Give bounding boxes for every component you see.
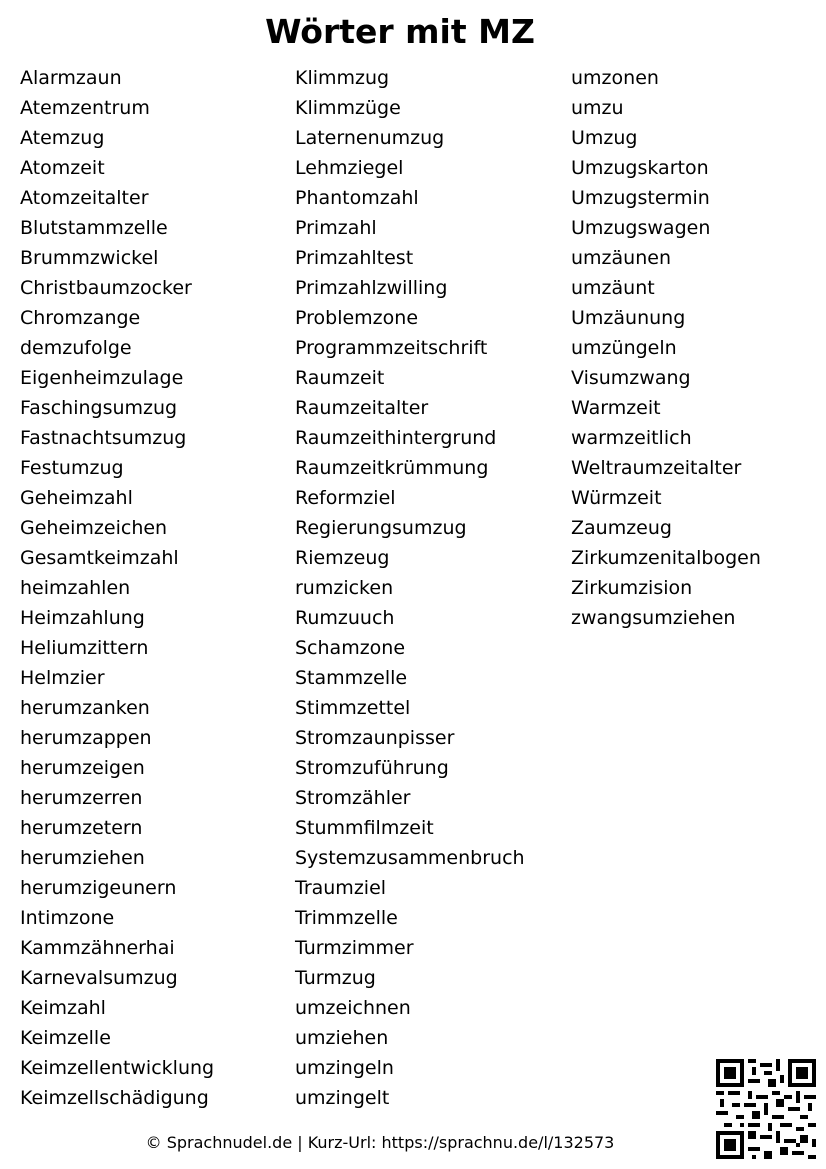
list-item: Eigenheimzulage xyxy=(20,367,184,389)
list-item: Karnevalsumzug xyxy=(20,967,178,989)
list-item: Raumzeit xyxy=(295,367,385,389)
list-item: Phantomzahl xyxy=(295,187,419,209)
list-item: Stromzaunpisser xyxy=(295,727,455,749)
list-item: Zaumzeug xyxy=(571,517,672,539)
list-item: Würmzeit xyxy=(571,487,662,509)
list-item: Stimmzettel xyxy=(295,697,411,719)
list-item: Kammzähnerhai xyxy=(20,937,175,959)
list-item: Atemzug xyxy=(20,127,105,149)
list-item: Chromzange xyxy=(20,307,141,329)
list-item: Zirkumzision xyxy=(571,577,693,599)
list-item: Keimzahl xyxy=(20,997,106,1019)
list-item: Visumzwang xyxy=(571,367,691,389)
qr-code-icon xyxy=(716,1059,816,1159)
list-item: Laternenumzug xyxy=(295,127,445,149)
list-item: Atemzentrum xyxy=(20,97,150,119)
list-item: Brummzwickel xyxy=(20,247,159,269)
list-item: Primzahlzwilling xyxy=(295,277,448,299)
list-item: herumziehen xyxy=(20,847,145,869)
list-item: Primzahltest xyxy=(295,247,414,269)
list-item: Klimmzüge xyxy=(295,97,401,119)
list-item: Schamzone xyxy=(295,637,406,659)
word-column-3 xyxy=(571,63,761,633)
list-item: Problemzone xyxy=(295,307,419,329)
list-item: Atomzeitalter xyxy=(20,187,149,209)
list-item: Traumziel xyxy=(295,877,387,899)
list-item: herumzerren xyxy=(20,787,143,809)
list-item: Zirkumzenitalbogen xyxy=(571,547,761,569)
list-item: herumzetern xyxy=(20,817,143,839)
list-item: Helmzier xyxy=(20,667,105,689)
list-item: Primzahl xyxy=(295,217,377,239)
list-item: Raumzeithintergrund xyxy=(295,427,497,449)
list-item: zwangsumziehen xyxy=(571,607,736,629)
list-item: Lehmziegel xyxy=(295,157,404,179)
list-item: Geheimzahl xyxy=(20,487,133,509)
list-item: Warmzeit xyxy=(571,397,661,419)
list-item: Keimzelle xyxy=(20,1027,111,1049)
list-item: Faschingsumzug xyxy=(20,397,178,419)
list-item: umzäunt xyxy=(571,277,655,299)
list-item: umziehen xyxy=(295,1027,389,1049)
list-item: herumzigeunern xyxy=(20,877,177,899)
list-item: Stromzuführung xyxy=(295,757,449,779)
list-item: Riemzeug xyxy=(295,547,390,569)
list-item: Blutstammzelle xyxy=(20,217,168,239)
list-item: herumzanken xyxy=(20,697,150,719)
list-item: Regierungsumzug xyxy=(295,517,467,539)
list-item: rumzicken xyxy=(295,577,394,599)
list-item: Umzug xyxy=(571,127,638,149)
list-item: Umzugskarton xyxy=(571,157,709,179)
list-item: Umzugswagen xyxy=(571,217,711,239)
list-item: herumzappen xyxy=(20,727,152,749)
list-item: Trimmzelle xyxy=(295,907,398,929)
list-item: Stromzähler xyxy=(295,787,411,809)
list-item: umzeichnen xyxy=(295,997,411,1019)
list-item: Systemzusammenbruch xyxy=(295,847,525,869)
list-item: Umzugstermin xyxy=(571,187,710,209)
list-item: heimzahlen xyxy=(20,577,131,599)
page-title: Wörter mit MZ xyxy=(265,12,535,51)
list-item: umzüngeln xyxy=(571,337,677,359)
list-item: Geheimzeichen xyxy=(20,517,168,539)
list-item: Heimzahlung xyxy=(20,607,145,629)
list-item: umzingeln xyxy=(295,1057,394,1079)
list-item: Raumzeitalter xyxy=(295,397,429,419)
list-item: Intimzone xyxy=(20,907,115,929)
list-item: umzonen xyxy=(571,67,659,89)
list-item: Stammzelle xyxy=(295,667,408,689)
list-item: herumzeigen xyxy=(20,757,145,779)
list-item: Alarmzaun xyxy=(20,67,122,89)
list-item: Festumzug xyxy=(20,457,124,479)
list-item: Klimmzug xyxy=(295,67,390,89)
list-item: demzufolge xyxy=(20,337,132,359)
list-item: Weltraumzeitalter xyxy=(571,457,742,479)
list-item: umzingelt xyxy=(295,1087,390,1109)
list-item: Heliumzittern xyxy=(20,637,149,659)
list-item: Turmzug xyxy=(295,967,376,989)
word-column-2 xyxy=(295,63,525,1113)
list-item: Fastnachtsumzug xyxy=(20,427,187,449)
list-item: Christbaumzocker xyxy=(20,277,192,299)
footer-source: © Sprachnudel.de | Kurz-Url: https://sprachnu.de/l/132573 xyxy=(145,1133,615,1152)
list-item: Gesamtkeimzahl xyxy=(20,547,179,569)
list-item: Umzäunung xyxy=(571,307,686,329)
list-item: warmzeitlich xyxy=(571,427,692,449)
list-item: Keimzellschädigung xyxy=(20,1087,209,1109)
list-item: Stummfilmzeit xyxy=(295,817,434,839)
word-column-1 xyxy=(20,63,214,1113)
list-item: Reformziel xyxy=(295,487,396,509)
list-item: umzäunen xyxy=(571,247,671,269)
list-item: Turmzimmer xyxy=(295,937,414,959)
list-item: Programmzeitschrift xyxy=(295,337,488,359)
list-item: umzu xyxy=(571,97,624,119)
list-item: Raumzeitkrümmung xyxy=(295,457,489,479)
list-item: Keimzellentwicklung xyxy=(20,1057,215,1079)
list-item: Atomzeit xyxy=(20,157,105,179)
list-item: Rumzuuch xyxy=(295,607,395,629)
